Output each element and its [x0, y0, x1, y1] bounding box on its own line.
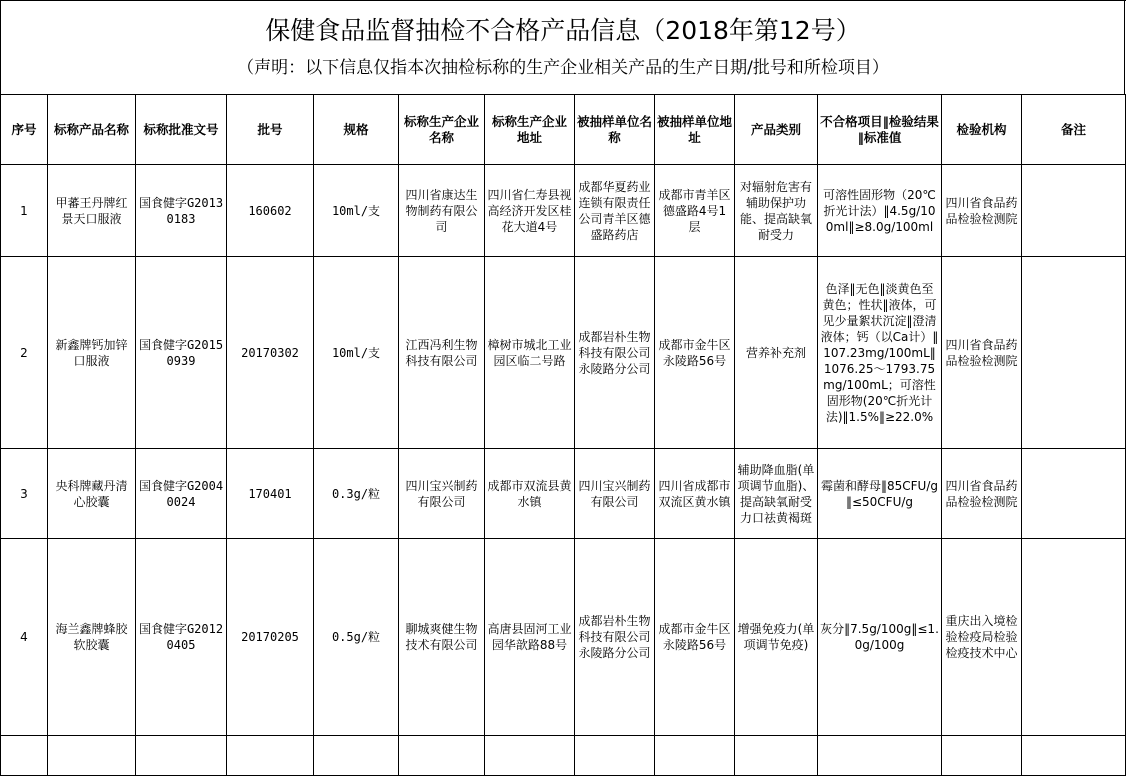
table-row	[1, 257, 1126, 449]
header-cell-lab[interactable]: 检验机构	[942, 95, 1022, 165]
cell-empty[interactable]	[136, 736, 227, 776]
header-cell-maker-address[interactable]: 标称生产企业地址	[485, 95, 575, 165]
cell-lab[interactable]: 四川省食品药品检验检测院	[942, 257, 1022, 449]
cell-sampled-unit[interactable]: 四川宝兴制药有限公司	[575, 449, 655, 539]
cell-empty[interactable]	[48, 736, 136, 776]
cell-approval[interactable]: 国食健字G20130183	[136, 165, 227, 257]
cell-empty[interactable]	[735, 736, 818, 776]
cell-failed-item[interactable]: 霉菌和酵母‖85CFU/g‖≤50CFU/g	[818, 449, 942, 539]
cell-category[interactable]: 对辐射危害有辅助保护功能、提高缺氧耐受力	[735, 165, 818, 257]
cell-maker[interactable]: 江西冯利生物科技有限公司	[399, 257, 485, 449]
cell-empty[interactable]	[314, 736, 399, 776]
cell-product[interactable]: 甲蕃王丹牌红景天口服液	[48, 165, 136, 257]
header-cell-no[interactable]: 序号	[1, 95, 48, 165]
cell-spec[interactable]: 0.3g/粒	[314, 449, 399, 539]
cell-failed-item[interactable]: 色泽‖无色‖淡黄色至黄色；性状‖液体，可见少量絮状沉淀‖澄清液体；钙（以Ca计）‖107.23mg/100mL‖1076.25～1793.75mg/100mL；可溶性固形物(20℃折光计法)‖1.5%‖≥22.0%	[818, 257, 942, 449]
header-cell-failed-item[interactable]: 不合格项目‖检验结果‖标准值	[818, 95, 942, 165]
cell-note[interactable]	[1022, 449, 1126, 539]
cell-empty[interactable]	[655, 736, 735, 776]
header-cell-note[interactable]: 备注	[1022, 95, 1126, 165]
cell-failed-item[interactable]: 可溶性固形物（20℃折光计法）‖4.5g/100ml‖≥8.0g/100ml	[818, 165, 942, 257]
cell-batch[interactable]: 20170205	[227, 539, 314, 736]
cell-sampled-address[interactable]: 四川省成都市双流区黄水镇	[655, 449, 735, 539]
cell-maker-address[interactable]: 高唐县固河工业园华歆路88号	[485, 539, 575, 736]
header-cell-spec[interactable]: 规格	[314, 95, 399, 165]
cell-sampled-unit[interactable]: 成都岩朴生物科技有限公司永陵路分公司	[575, 257, 655, 449]
cell-spec[interactable]: 10ml/支	[314, 165, 399, 257]
cell-category[interactable]: 营养补充剂	[735, 257, 818, 449]
cell-maker[interactable]: 四川省康达生物制药有限公司	[399, 165, 485, 257]
cell-empty[interactable]	[227, 736, 314, 776]
document-title: 保健食品监督抽检不合格产品信息（2018年第12号）	[265, 16, 861, 45]
cell-empty[interactable]	[942, 736, 1022, 776]
cell-note[interactable]	[1022, 539, 1126, 736]
header-cell-maker[interactable]: 标称生产企业名称	[399, 95, 485, 165]
table-row	[1, 539, 1126, 736]
cell-note[interactable]	[1022, 165, 1126, 257]
cell-product[interactable]: 新鑫牌钙加锌口服液	[48, 257, 136, 449]
table-row	[1, 449, 1126, 539]
cell-empty[interactable]	[485, 736, 575, 776]
cell-sampled-address[interactable]: 成都市金牛区永陵路56号	[655, 257, 735, 449]
cell-empty[interactable]	[1, 736, 48, 776]
cell-lab[interactable]: 四川省食品药品检验检测院	[942, 165, 1022, 257]
cell-empty[interactable]	[399, 736, 485, 776]
cell-sampled-address[interactable]: 成都市金牛区永陵路56号	[655, 539, 735, 736]
header-cell-sampled-address[interactable]: 被抽样单位地址	[655, 95, 735, 165]
sheet-top-border	[0, 0, 1126, 1]
cell-maker[interactable]: 聊城爽健生物技术有限公司	[399, 539, 485, 736]
document-subtitle: （声明：以下信息仅指本次抽检标称的生产企业相关产品的生产日期/批号和所检项目）	[237, 58, 889, 78]
cell-category[interactable]: 增强免疫力(单项调节免疫)	[735, 539, 818, 736]
header-cell-sampled-unit[interactable]: 被抽样单位名称	[575, 95, 655, 165]
cell-maker-address[interactable]: 成都市双流县黄水镇	[485, 449, 575, 539]
cell-lab[interactable]: 重庆出入境检验检疫局检验检疫技术中心	[942, 539, 1022, 736]
header-cell-product[interactable]: 标称产品名称	[48, 95, 136, 165]
cell-failed-item[interactable]: 灰分‖7.5g/100g‖≤1.0g/100g	[818, 539, 942, 736]
header-cell-category[interactable]: 产品类别	[735, 95, 818, 165]
cell-no[interactable]: 2	[1, 257, 48, 449]
cell-note[interactable]	[1022, 257, 1126, 449]
table-header-row	[1, 95, 1126, 165]
cell-lab[interactable]: 四川省食品药品检验检测院	[942, 449, 1022, 539]
cell-sampled-unit[interactable]: 成都华夏药业连锁有限责任公司青羊区德盛路药店	[575, 165, 655, 257]
cell-product[interactable]: 央科牌藏丹清心胶囊	[48, 449, 136, 539]
cell-no[interactable]: 4	[1, 539, 48, 736]
table-row	[1, 165, 1126, 257]
cell-approval[interactable]: 国食健字G20150939	[136, 257, 227, 449]
cell-empty[interactable]	[1022, 736, 1126, 776]
cell-empty[interactable]	[575, 736, 655, 776]
cell-maker-address[interactable]: 四川省仁寿县视高经济开发区桂花大道4号	[485, 165, 575, 257]
cell-no[interactable]: 1	[1, 165, 48, 257]
cell-approval[interactable]: 国食健字G20120405	[136, 539, 227, 736]
cell-spec[interactable]: 0.5g/粒	[314, 539, 399, 736]
cell-approval[interactable]: 国食健字G20040024	[136, 449, 227, 539]
header-cell-approval[interactable]: 标称批准文号	[136, 95, 227, 165]
cell-no[interactable]: 3	[1, 449, 48, 539]
cell-maker[interactable]: 四川宝兴制药有限公司	[399, 449, 485, 539]
cell-category[interactable]: 辅助降血脂(单项调节血脂)、提高缺氧耐受力口祛黄褐斑	[735, 449, 818, 539]
table-row-empty	[1, 736, 1126, 776]
cell-batch[interactable]: 170401	[227, 449, 314, 539]
cell-batch[interactable]: 160602	[227, 165, 314, 257]
cell-spec[interactable]: 10ml/支	[314, 257, 399, 449]
cell-batch[interactable]: 20170302	[227, 257, 314, 449]
cell-product[interactable]: 海兰鑫牌蜂胶软胶囊	[48, 539, 136, 736]
header-cell-batch[interactable]: 批号	[227, 95, 314, 165]
cell-sampled-address[interactable]: 成都市青羊区德盛路4号1层	[655, 165, 735, 257]
cell-maker-address[interactable]: 樟树市城北工业园区临二号路	[485, 257, 575, 449]
cell-sampled-unit[interactable]: 成都岩朴生物科技有限公司永陵路分公司	[575, 539, 655, 736]
inspection-table	[0, 94, 1126, 776]
cell-empty[interactable]	[818, 736, 942, 776]
